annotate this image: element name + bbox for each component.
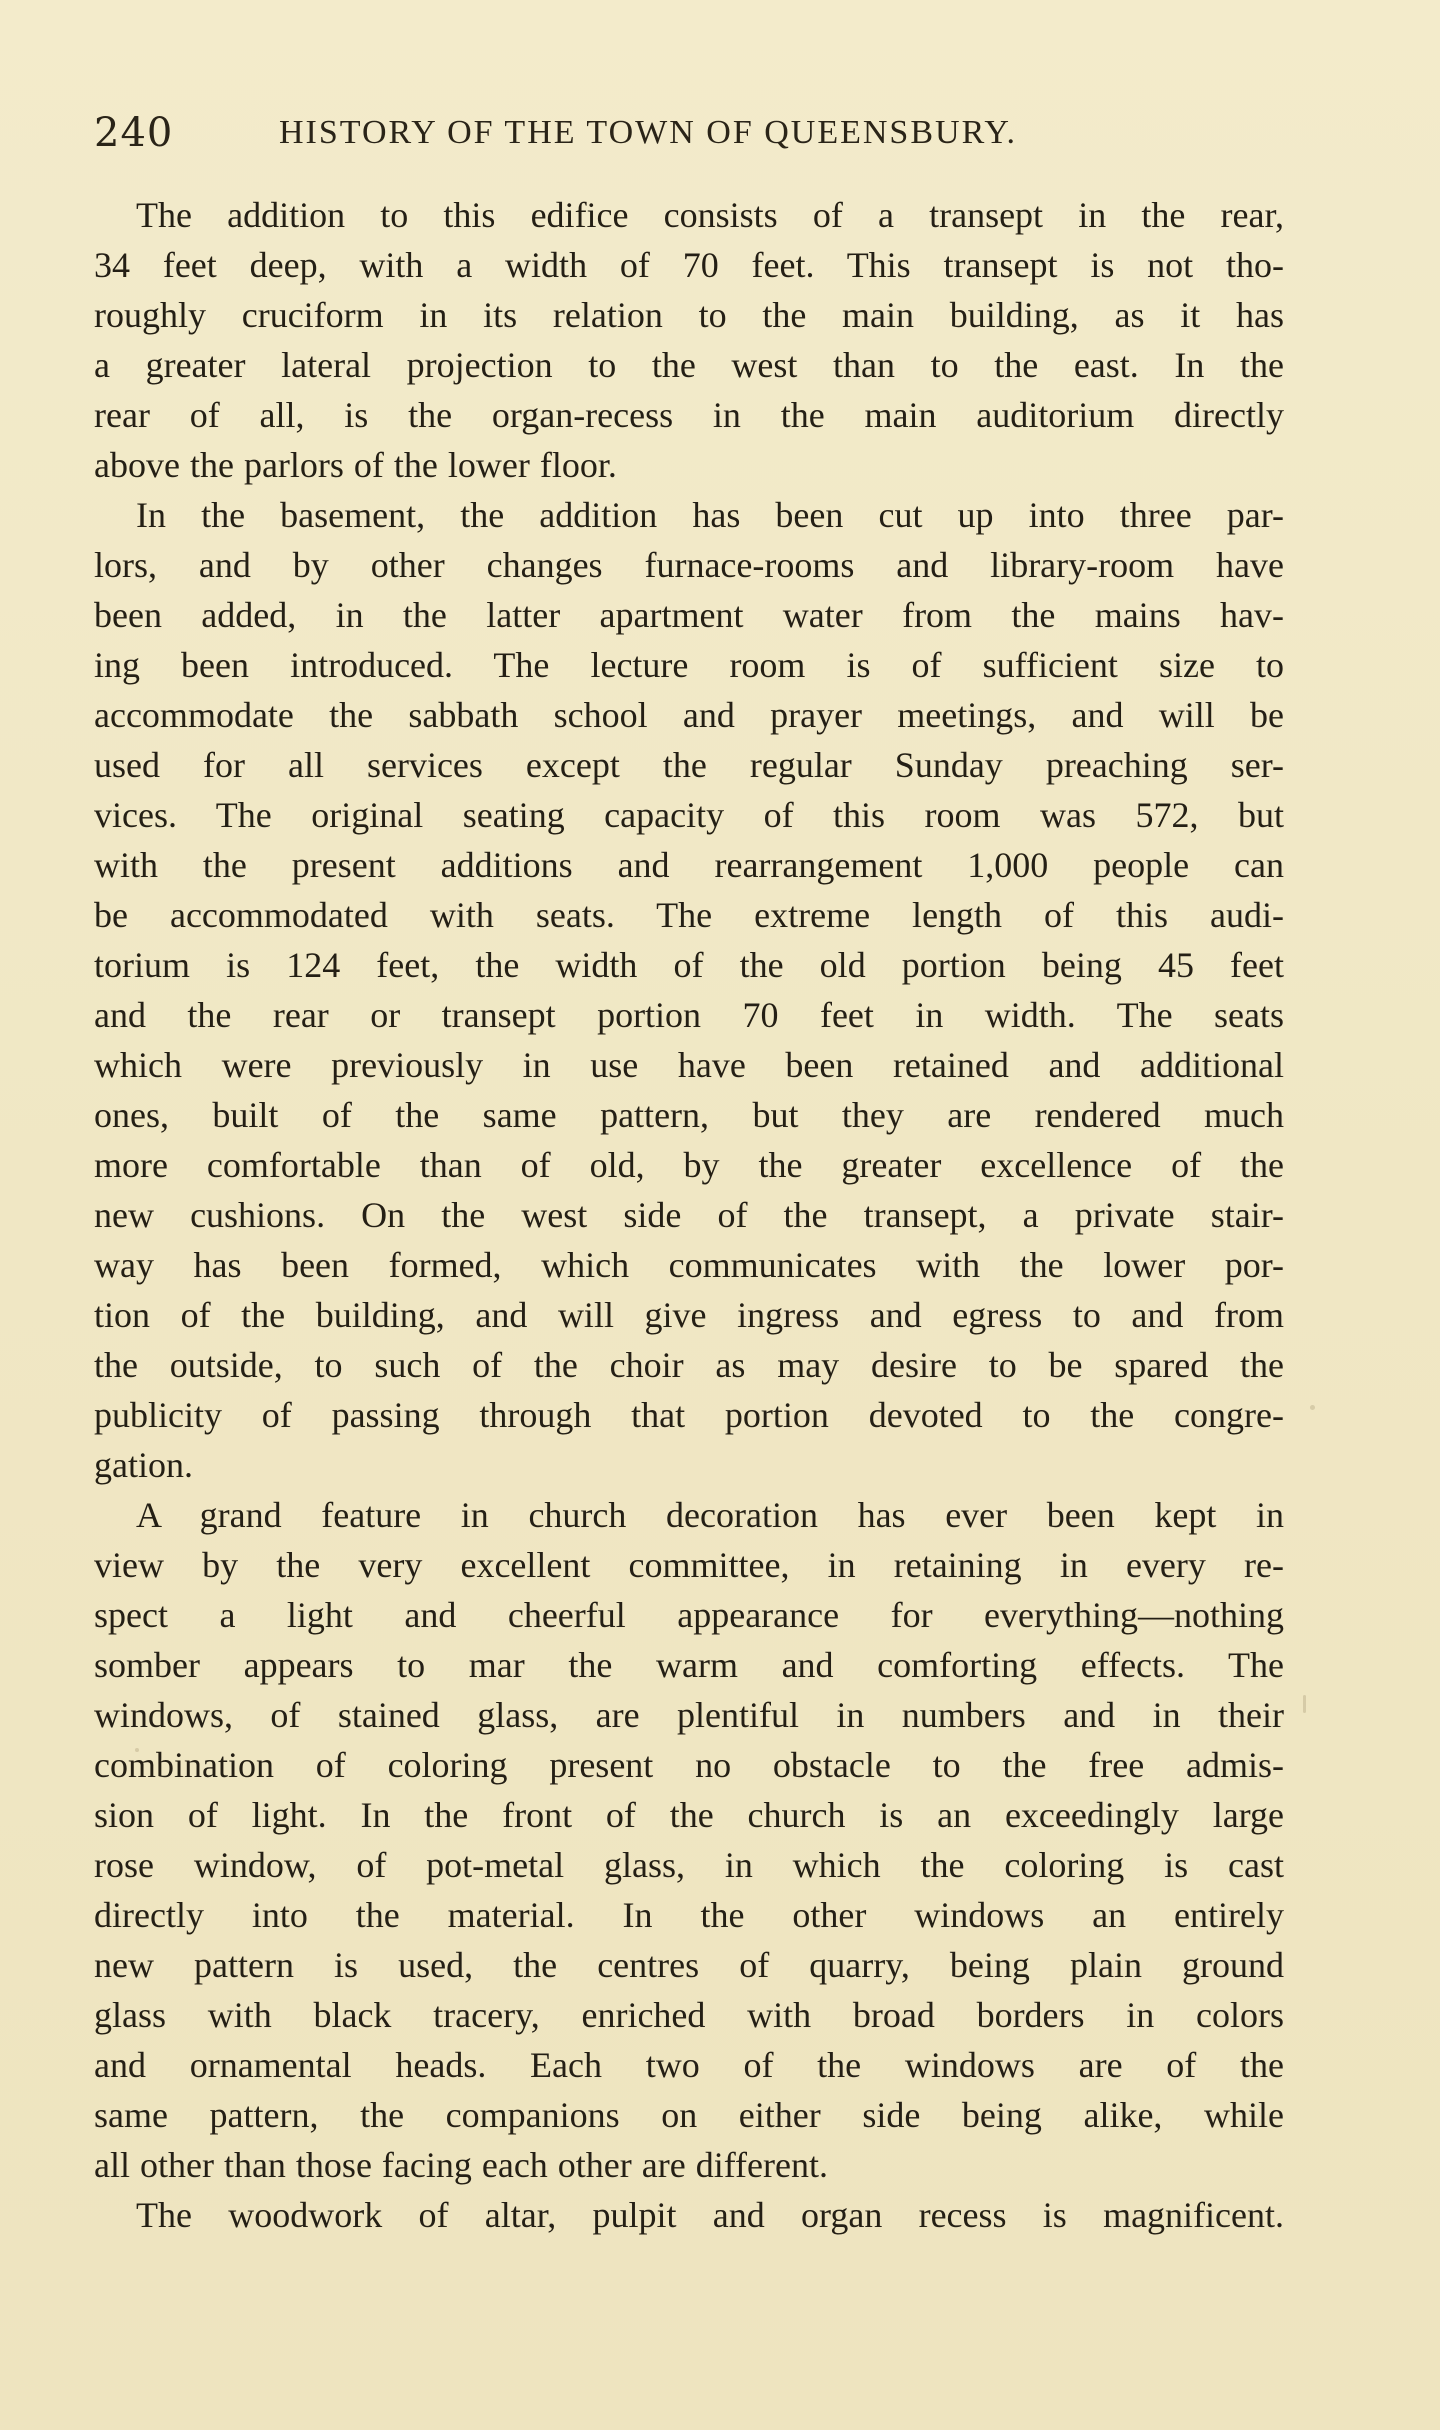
text-line: combination of coloring present no obstacle to the free admis- xyxy=(94,1745,1284,1785)
text-line: lors, and by other changes furnace-rooms and library-room have xyxy=(94,545,1284,585)
paper-speck xyxy=(135,1748,139,1752)
page-header xyxy=(94,108,1104,158)
page-number: 240 xyxy=(94,110,174,156)
text-line: windows, of stained glass, are plentiful in numbers and in their xyxy=(94,1695,1284,1735)
text-line: sion of light. In the front of the church is an exceedingly large xyxy=(94,1795,1284,1835)
running-title: HISTORY OF THE TOWN OF QUEENSBURY. xyxy=(279,114,1018,151)
text-line: somber appears to mar the warm and comforting effects. The xyxy=(94,1645,1284,1685)
text-line: vices. The original seating capacity of this room was 572, but xyxy=(94,795,1284,835)
text-line: tion of the building, and will give ingress and egress to and from xyxy=(94,1295,1284,1335)
text-line: and the rear or transept portion 70 feet in width. The seats xyxy=(94,995,1284,1035)
text-line: roughly cruciform in its relation to the main building, as it has xyxy=(94,295,1284,335)
text-line: In the basement, the addition has been cut up into three par- xyxy=(136,495,1284,535)
text-line: view by the very excellent committee, in retaining in every re- xyxy=(94,1545,1284,1585)
text-line: ones, built of the same pattern, but they are rendered much xyxy=(94,1095,1284,1135)
text-line: A grand feature in church decoration has ever been kept in xyxy=(136,1495,1284,1535)
text-line: be accommodated with seats. The extreme length of this audi- xyxy=(94,895,1284,935)
text-line: accommodate the sabbath school and prayer meetings, and will be xyxy=(94,695,1284,735)
text-line: the outside, to such of the choir as may desire to be spared the xyxy=(94,1345,1284,1385)
text-line: gation. xyxy=(94,1445,193,1485)
text-line: with the present additions and rearrangement 1,000 people can xyxy=(94,845,1284,885)
text-line: 34 feet deep, with a width of 70 feet. This transept is not tho- xyxy=(94,245,1284,285)
text-line: The woodwork of altar, pulpit and organ recess is magnificent. xyxy=(136,2195,1284,2235)
text-line: spect a light and cheerful appearance for everything—nothing xyxy=(94,1595,1284,1635)
paper-speck xyxy=(1310,1405,1315,1410)
text-line: more comfortable than of old, by the greater excellence of the xyxy=(94,1145,1284,1185)
text-line: and ornamental heads. Each two of the windows are of the xyxy=(94,2045,1284,2085)
text-line: way has been formed, which communicates with the lower por- xyxy=(94,1245,1284,1285)
body-text xyxy=(94,190,1284,2240)
text-line: used for all services except the regular Sunday preaching ser- xyxy=(94,745,1284,785)
text-line: The addition to this edifice consists of a transept in the rear, xyxy=(136,195,1284,235)
text-line: rose window, of pot-metal glass, in which the coloring is cast xyxy=(94,1845,1284,1885)
text-line: same pattern, the companions on either side being alike, while xyxy=(94,2095,1284,2135)
text-line: all other than those facing each other are different. xyxy=(94,2145,828,2185)
text-line: which were previously in use have been retained and additional xyxy=(94,1045,1284,1085)
paper-speck xyxy=(1303,1695,1306,1713)
text-line: above the parlors of the lower floor. xyxy=(94,445,617,485)
text-line: rear of all, is the organ-recess in the main auditorium directly xyxy=(94,395,1284,435)
text-line: torium is 124 feet, the width of the old portion being 45 feet xyxy=(94,945,1284,985)
text-line: new pattern is used, the centres of quarry, being plain ground xyxy=(94,1945,1284,1985)
text-line: been added, in the latter apartment water from the mains hav- xyxy=(94,595,1284,635)
text-line: new cushions. On the west side of the transept, a private stair- xyxy=(94,1195,1284,1235)
text-line: ing been introduced. The lecture room is of sufficient size to xyxy=(94,645,1284,685)
text-line: a greater lateral projection to the west than to the east. In the xyxy=(94,345,1284,385)
text-line: publicity of passing through that portion devoted to the congre- xyxy=(94,1395,1284,1435)
text-line: glass with black tracery, enriched with broad borders in colors xyxy=(94,1995,1284,2035)
text-line: directly into the material. In the other windows an entirely xyxy=(94,1895,1284,1935)
